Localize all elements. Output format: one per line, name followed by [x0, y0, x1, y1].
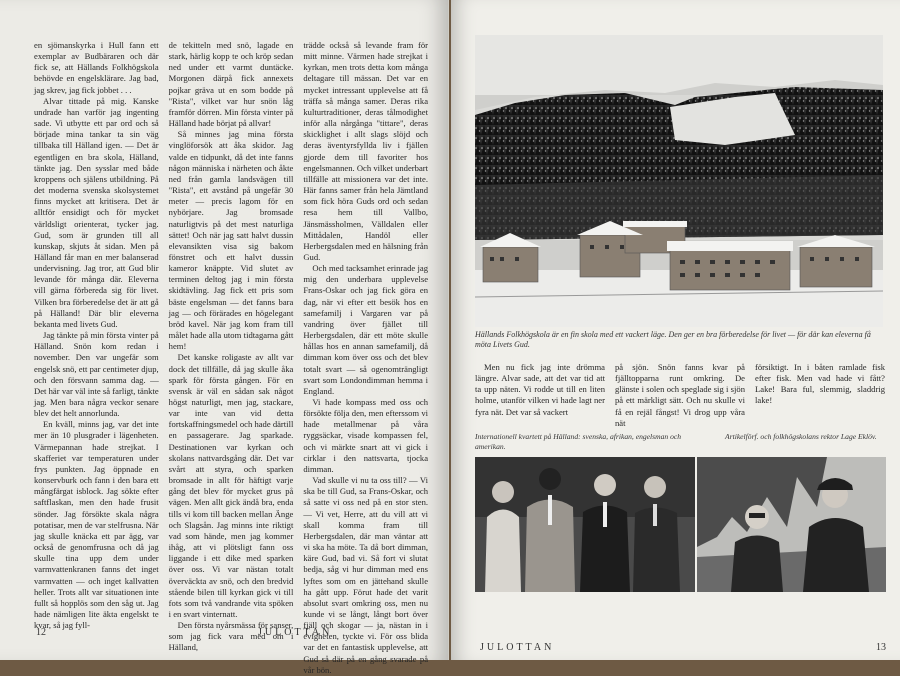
author-rector-illustration: [697, 457, 886, 592]
paragraph: Jag tänkte på min första vinter på Hälland. Snön kom redan i november. Den var ungefär som engelsk snö, ett par centimeter djup, och den försvann samma dag. — Det här var väl inte så farligt, tänkte jag. Men bara några veckor senare blev det helt annorlunda.: [34, 330, 159, 419]
footer-title-right: JULOTTAN: [480, 642, 555, 653]
paragraph: trädde också så levande fram för mitt minne. Värmen hade strejkat i kyrkan, men trots detta kom många deltagare till mässan. Det var en mycket intressant upplevelse att få träffa så många samer. Deras rika kulturtraditioner, deras tålmodighet inför alla nårgånga "tittare", deras skicklighet i allt slags slöjd och deras äventyrsfyllda liv i fjällen gjorde dem till favoriter hos engelsmannen. Och vilket underbart tillfälle att missionera var det inte. Här fanns samer från hela Jämtland som fick höra Guds ord och sedan resa hem till Vallbo, Jänsmässholmen, Välldalen eller Mittådalen, Handöl eller Herbergsdalen med en hälsning från Gud.: [303, 40, 429, 262]
author-rector-photo: [697, 457, 886, 592]
school-photo-caption: Hällands Folkhögskola är en fin skola med ett vackert läge. Den ger en bra förberedelse för livet — för där kan eleverna få möta Livets Gud.: [475, 330, 871, 349]
quartet-photo: [475, 457, 695, 592]
right-column-1: [475, 362, 605, 429]
paragraph: på sjön. Snön fanns kvar på fjälltopparna runt omkring. De glänste i solen och speglade sig i sjön på ett märkligt sätt. Och nu skulle vi få en rejäl fångst! Vi drog upp våra nät: [615, 362, 745, 428]
right-column-2: [615, 362, 745, 429]
paragraph: Men nu fick jag inte drömma längre. Alvar sade, att det var tid att ta upp näten. Vi rodde ut till en liten holme, utanför vilken vi hade lagt ner fyra nät. Det var så vackert: [475, 362, 605, 417]
paragraph: de tekitteln med snö, lagade en stark, härlig kopp te och kröp sedan ned under ett varmt duntäcke. Morgonen därpå fick annexets pojkar gräva ut en som bodde på "Rista", vilket var hur snön låg framför dörren. Min första vinter på Hälland hade börjat på allvar!: [168, 40, 294, 129]
school-winter-photo: [475, 35, 883, 327]
left-column-3: [303, 40, 429, 675]
paragraph: Vi hade kompass med oss och försökte följa den, men efterssom vi hade metallmenar på våra ryggsäckar, visade kompassen fel, och vi märkte snart att vi gick i cirklar i den nattsvarta, tjocka dimman.: [303, 397, 429, 474]
footer-title-left: JULOTTAN: [258, 627, 333, 638]
group-photos-captions: [475, 432, 885, 451]
right-column-3: [755, 362, 885, 429]
left-column-1: [34, 40, 159, 631]
paragraph: Och med tacksamhet erinrade jag mig den underbara upplevelse Frans-Oskar och jag fick göra en dag, när vi efter ett besök hos en samefamilj i Vargaren var på vandring över fjället till Herbergsdalen, där ett möte skulle hållas hos en annan samefamilj, då dimman kom över oss och det blev totalt svart — så ogenomträngligt svart som Londondimman hemma i England.: [303, 263, 429, 396]
right-page-columns: [475, 362, 885, 429]
school-winter-illustration: [475, 35, 883, 327]
paragraph: försiktigt. In i båten ramlade fisk efter fisk. Men vad hade vi fått? Lake! Bara ful, slemmig, sladdrig lake!: [755, 362, 885, 406]
paragraph: Det kanske roligaste av allt var dock det tillfälle, då jag skulle åka spark för första gången. För en svensk är väl en sådan sak något högst naturligt, men jag, stackare, var inte van vid detta fortskaffningsmedel och hade därtill en passagerare. Jag sparkade. Destinationen var kyrkan och skolans nattvardsgång där. Det var svårt att styra, och sparken bromsade in allt för häftigt varje gång det blev för mycket grus på vägen. Men allt gick ändå bra, enda tills vi kom till backen mellan Änge och Slagsån. Jag minns inte riktigt vad som hände, men jag kommer ihåg, att vi plötsligt fann oss liggande i ett dike med sparken över oss. Vi var nästan totalt överväckta av snö, och den bredvid stående bilen till kyrkan gick vi till fots som två vandrande vita spöken i en svart vinternatt.: [168, 352, 294, 619]
author-rector-photo-caption: Artikelförf. och folkhögskolans rektor Lage Eklöv.: [725, 432, 877, 441]
paragraph: Så minnes jag mina första vinglöforsök att åka skidor. Jag valde en tidpunkt, då det inte fanns någon människa i närheten och åkte ned från gamla landsvägen till "Rista", ett avstånd på ungefär 30 meter — precis lagom för en nybörjare. Jag bromsade naturligtvis på det mest naturliga sättet! Och när jag satt halvt dussin elevansikten visa sig bakom fönstret och ett halvt dussin kameror knäppte. Vid slutet av terminen deltog jag i min första skidtävling. Jag fick ett pris som bäste engelsman — det fanns bara jag — och förärades en högelegant bröd kavel. När jag kom fram till målet hade alla utom tidtagarna gått hem!: [168, 129, 294, 352]
paragraph: En kväll, minns jag, var det inte mer än 10 plusgrader i lägenheten. Värmepannan hade strejkat. I skafferiet var temperaturen under frys punkten. Jag öppnade en konservburk och fann i den bara ett mångfärgat isblock. Jag sökte efter saftflaskan, men den hade frusit sönder. Jag försökte skala några potatisar, men de var stelfrusna. När jag skulle knäcka ett par ägg, var också de genomfrusna och då jag skulle tina upp dem under varmvattenkranen fanns det inget varmvatten — och inget kallvatten heller. Trots allt var situationen inte fullt så hopplös som den såg ut. Jag hade nämligen lite äkta engelskt te kvar, så jag fyll-: [34, 419, 159, 631]
paragraph: Den första nyårsmässa för sanser, som jag fick vara med om i Hälland,: [168, 620, 294, 653]
quartet-photo-caption: Internationell kvartett på Hälland: svenska, afrikan, engelsman och amerikan.: [475, 432, 682, 451]
page-number-right: 13: [876, 642, 886, 653]
page-number-left: 12: [36, 627, 46, 638]
paragraph: Alvar tittade på mig. Kanske undrade han varför jag ingenting sade. Vi utbytte ett par ord och så började mina tankar ta sin väg tillbaka till Hälland igen. — Det är egentligen en bra skola, Hälland, tänkte jag. Den sysslar med både kroppens och själens utbildning. På det moderna svenska skolsystemet finns mycket att kritisera. Det är alltför ensidigt och för mycket världsligt orienterat, tycker jag. Gud, som är grunden till all kunskap, skjuts åt sidan. Men på Hälland får man en mer balanserad undervisning. Jag tror, att Gud blir levande för många där. Eleverna vill gärna förbereda sig för livet. Vilken bra förberedelse det är att gå på Hälland! Där blir eleverna bekanta med livets Gud.: [34, 95, 159, 329]
quartet-illustration: [475, 457, 695, 592]
left-page: [0, 0, 449, 675]
paragraph: en sjömanskyrka i Hull fann ett exemplar av Budbäraren och där fick se, att Hällands Folkhögskola behövde en engelsklärare. Jag bad, jag skrev, jag fick jobbet . . .: [34, 40, 159, 95]
paragraph: Vad skulle vi nu ta oss till? — Vi ska be till Gud, sa Frans-Oskar, och så satte vi oss ned på en stor sten. — Vi vet, Herre, att du vill att vi skall komma fram till Herbergsdalen, där man väntar att vi ska ha möte. Ta då bort dimman, käre Gud, bad vi. Så fort vi slutat bedja, såg vi hur dimman med ens lyftes som om en jättehand skulle ha gått upp. Förut hade det varit absolut svart omkring oss, men nu kunde vi se långt, långt bort över fjäll och skogar — ja, nästan in i evigheten, tyckte vi. För oss blida var det en fantastisk upplevelse, att Gud så där på en gång svarade på vår bön.: [303, 475, 429, 675]
left-column-2: [168, 40, 294, 653]
